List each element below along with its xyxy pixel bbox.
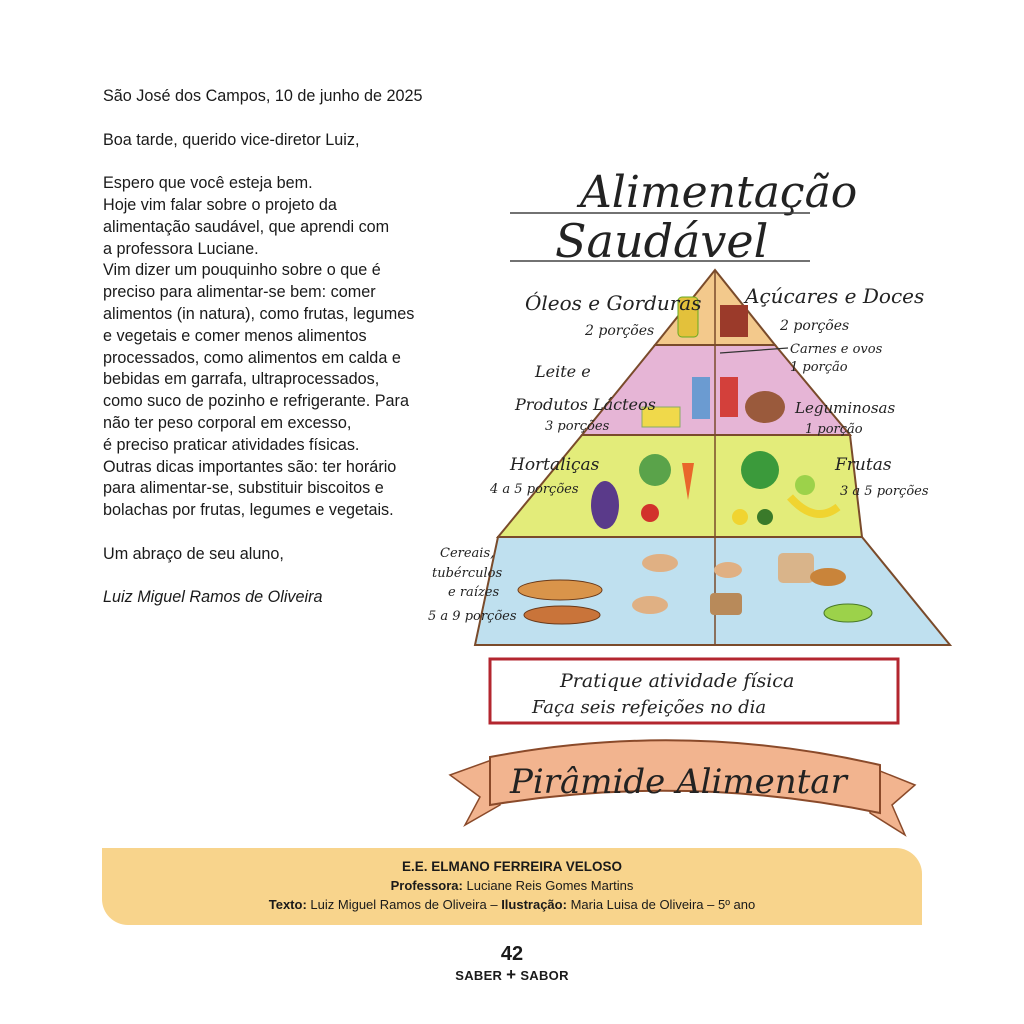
corn-icon: [824, 604, 872, 622]
drawing-title-line1: Alimentação: [580, 167, 858, 218]
brand-plus: +: [506, 965, 517, 984]
label-meat: Carnes e ovos: [790, 342, 883, 357]
body-line: bolachas por frutas, legumes e vegetais.: [103, 501, 394, 520]
label-milk-portions: 3 porções: [545, 419, 610, 434]
label-vegetables-portions: 4 a 5 porções: [490, 482, 579, 497]
food-pyramid-drawing: [410, 145, 970, 845]
label-sugars: Açúcares e Doces: [745, 284, 925, 308]
label-milk-1: Leite e: [535, 362, 591, 381]
text-label: Texto:: [268, 897, 307, 912]
body-line: Espero que você esteja bem.: [103, 174, 313, 193]
potato-icon: [642, 554, 678, 572]
banner-text: Pirâmide Alimentar: [510, 762, 847, 802]
label-legumes-portions: 1 porção: [805, 422, 863, 437]
cookie-icon: [710, 593, 742, 615]
body-line: é preciso praticar atividades físicas.: [103, 435, 360, 454]
label-cereals-2: tubérculos: [432, 566, 503, 581]
food-pyramid-svg: [410, 145, 970, 845]
teacher-line: [102, 876, 922, 895]
label-oils-portions: 2 porções: [585, 323, 655, 339]
signature: Luiz Miguel Ramos de Oliveira: [103, 588, 323, 607]
body-line: Vim dizer um pouquinho sobre o que é: [103, 261, 381, 280]
label-vegetables: Hortaliças: [510, 455, 600, 475]
authors-line: [102, 895, 922, 914]
credits-box: [102, 848, 922, 925]
illustration-author: Maria Luisa de Oliveira – 5º ano: [570, 897, 756, 912]
closing: Um abraço de seu aluno,: [103, 544, 284, 563]
body-line: como suco de pozinho e refrigerante. Para: [103, 392, 409, 411]
body-line: alimentos (in natura), como frutas, legumes: [103, 304, 415, 323]
label-sugars-portions: 2 porções: [780, 318, 850, 334]
body-line: a professora Luciane.: [103, 239, 259, 258]
label-cereals-3: e raízes: [448, 585, 500, 600]
kiwi-icon: [757, 509, 773, 525]
label-cereals-portions: 5 a 9 porções: [428, 609, 517, 624]
potato-icon: [632, 596, 668, 614]
bread-loaf-icon: [524, 606, 600, 624]
activity-line-1: Pratique atividade física: [560, 670, 795, 692]
lemon-icon: [732, 509, 748, 525]
body-line: para alimentar-se, substituir biscoitos e: [103, 479, 384, 498]
eggplant-icon: [591, 481, 619, 529]
greeting: Boa tarde, querido vice-diretor Luiz,: [103, 130, 360, 149]
label-cereals-1: Cereais,: [440, 546, 495, 561]
label-meat-portions: 1 porção: [790, 360, 848, 375]
label-fruits-portions: 3 a 5 porções: [840, 484, 929, 499]
illustration-label: Ilustração:: [501, 897, 567, 912]
teacher-name: Luciane Reis Gomes Martins: [466, 878, 634, 893]
body-line: Hoje vim falar sobre o projeto da: [103, 195, 337, 214]
body-line: não ter peso corporal em excesso,: [103, 413, 352, 432]
label-legumes: Leguminosas: [795, 399, 896, 417]
publication-brand: [0, 966, 1024, 985]
school-name: E.E. ELMANO FERREIRA VELOSO: [401, 859, 623, 874]
sliced-bread-icon: [778, 553, 814, 583]
brand-left: SABER: [455, 968, 503, 983]
separator: –: [486, 897, 502, 912]
watermelon-icon: [639, 454, 671, 486]
page-footer: [0, 942, 1024, 985]
body-line: e vegetais e comer menos alimentos: [103, 326, 367, 345]
teacher-label: Professora:: [390, 878, 463, 893]
meat-icon: [720, 377, 738, 417]
body-line: Outras dicas importantes são: ter horário: [103, 457, 397, 476]
chocolate-icon: [720, 305, 748, 337]
tomato-icon: [641, 504, 659, 522]
root-icon: [714, 562, 742, 578]
label-milk-2: Produtos Lácteos: [515, 395, 656, 414]
body-line: alimentação saudável, que aprendi com: [103, 217, 390, 236]
page-number: 42: [500, 943, 524, 965]
roll-icon: [810, 568, 846, 586]
body-line: bebidas em garrafa, ultraprocessados,: [103, 370, 380, 389]
apple-icon: [795, 475, 815, 495]
label-fruits: Frutas: [835, 455, 892, 475]
brand-right: SABOR: [520, 968, 569, 983]
date-line: São José dos Campos, 10 de junho de 2025: [103, 87, 423, 105]
activity-line-2: Faça seis refeições no dia: [532, 697, 767, 718]
body-line: processados, como alimentos em calda e: [103, 348, 401, 367]
bean-bag-icon: [745, 391, 785, 423]
baguette-icon: [518, 580, 602, 600]
label-oils: Óleos e Gorduras: [525, 291, 702, 315]
body-line: preciso para alimentar-se bem: comer: [103, 283, 376, 302]
text-author: Luiz Miguel Ramos de Oliveira: [310, 897, 487, 912]
drawing-title-line2: Saudável: [555, 214, 769, 268]
melon-icon: [741, 451, 779, 489]
milk-carton-icon: [692, 377, 710, 419]
